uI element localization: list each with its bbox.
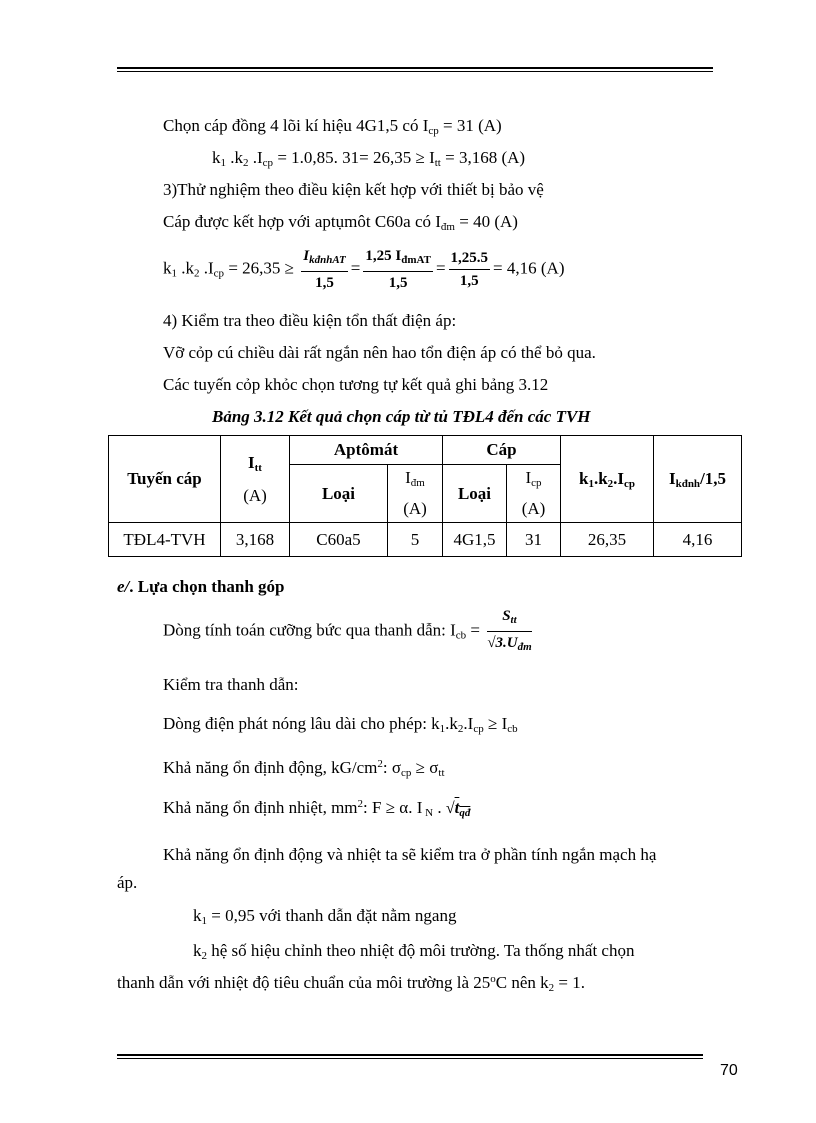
header-k1k2icp: $k_1.k_2.I_{cp}$ xyxy=(561,436,654,523)
table-row xyxy=(109,523,742,557)
cell-tuyen: TĐL4-TVH xyxy=(109,523,221,557)
section-heading: e/. Lựa chọn thanh góp xyxy=(117,577,285,596)
footer-rule-thick xyxy=(117,1054,703,1056)
text-k2-cont: thanh dẫn với nhiệt độ tiêu chuẩn của môi trường là 25$^o$C nên $k_2 = 1$. xyxy=(117,973,585,994)
table-caption: Bảng 3.12 Kết quả chọn cáp từ tủ TĐL4 đến các TVH xyxy=(212,407,591,426)
cell-loai-cap: 4G1,5 xyxy=(443,523,507,557)
cell-loai-aptomat: C60a5 xyxy=(290,523,388,557)
text-on-dinh-nhiet: Khả năng ổn định nhiệt, $mm^2$: F ≥ α. I $_N$ . $√t_{qđ}$ xyxy=(163,798,471,819)
text-line-1: Chọn cáp đồng 4 lõi kí hiệu 4G1,5 có $I_{cp} = 31$ (A) xyxy=(163,116,502,137)
header-rule-thin xyxy=(117,71,713,72)
header-loai-cap: Loại xyxy=(443,465,507,523)
formula-icb: Dòng tính toán cưỡng bức qua thanh dẫn: $I_{cb}$ = $\frac{S_{tt}}{√3.U_{đm}}$ xyxy=(163,606,535,657)
text-line-2: $k_1$ $.k_2$ $.I_{cp} = 1.0,85$. $31= 26,35 \ge I_{tt} = 3,168$ (A) xyxy=(212,148,526,169)
text-k2: $k_2$ hệ số hiệu chỉnh theo nhiệt độ môi trường. Ta thống nhất chọn xyxy=(193,941,635,962)
text-line-8: Các tuyến cỏp khỏc chọn tương tự kết quả ghi bảng 3.12 xyxy=(163,375,549,394)
results-table xyxy=(108,435,742,557)
fraction-icb: $\frac{S_{tt}}{√3.U_{đm}}$ xyxy=(487,608,532,653)
text-line-7: Vỡ cỏp cú chiều dài rất ngắn nên hao tổn điện áp có thể bỏ qua. xyxy=(163,343,596,362)
cell-k1k2icp: 26,35 xyxy=(561,523,654,557)
header-tuyen-cap: Tuyến cáp xyxy=(109,436,221,523)
header-loai-aptomat: Loại xyxy=(290,465,388,523)
header-itt: $I_{tt}$ (A) xyxy=(221,436,290,523)
cell-idm: 5 xyxy=(388,523,443,557)
cell-itt: 3,168 xyxy=(221,523,290,557)
fraction-2: $\frac{1,25 I_{đmAT}}{1,5}$ xyxy=(365,248,431,291)
text-line-6: 4) Kiểm tra theo điều kiện tổn thất điện áp: xyxy=(163,311,457,330)
header-rule-thick xyxy=(117,67,713,69)
header-idm: $I_{đm}$ (A) xyxy=(388,465,443,523)
cell-icp: 31 xyxy=(507,523,561,557)
header-aptomat: Aptômát xyxy=(290,436,443,465)
fraction-3: $\frac{1,25.5}{1,5}$ xyxy=(450,250,489,289)
text-k1: $k_1 = 0,95$ với thanh dẫn đặt nằm ngang xyxy=(193,906,457,927)
fraction-1: $\frac{I_{kđnhAT}}{1,5}$ xyxy=(303,248,346,291)
text-kiem-tra: Kiểm tra thanh dẫn: xyxy=(163,675,299,694)
header-cap: Cáp xyxy=(443,436,561,465)
header-ikdnh: $I_{kđnh}/1,5$ xyxy=(654,436,742,523)
page-number: 70 xyxy=(720,1062,738,1079)
text-line-4: Cáp được kết hợp với aptụmôt C60a có $I_{đm} = 40$ (A) xyxy=(163,212,518,233)
header-icp: $I_{cp}$ (A) xyxy=(507,465,561,523)
formula-line-5: $k_1$ $.k_2$ $.I_{cp} = 26,35$ ≥ $\frac{I_{kđnhAT}}{1,5}$ = $\frac{1,25 I_{đmAT}}{1,5}$ = $\frac{1,25.5}{1,5}$ = 4,16 (A) xyxy=(163,248,565,291)
text-on-dinh-dong: Khả năng ổn định động, $kG/cm^2$: $\sigma_{cp} \ge \sigma_{tt}$ xyxy=(163,758,445,779)
text-para-1-cont: áp. xyxy=(117,873,138,892)
text-dong-dien: Dòng điện phát nóng lâu dài cho phép: $k_1.k_2.I_{cp} \ge I_{cb}$ xyxy=(163,714,518,735)
cell-ikdnh: 4,16 xyxy=(654,523,742,557)
text-para-1: Khả năng ổn định động và nhiệt ta sẽ kiểm tra ở phần tính ngắn mạch hạ xyxy=(163,845,657,864)
text-line-3: 3)Thử nghiệm theo điều kiện kết hợp với thiết bị bảo vệ xyxy=(163,180,544,199)
footer-rule-thin xyxy=(117,1058,703,1059)
